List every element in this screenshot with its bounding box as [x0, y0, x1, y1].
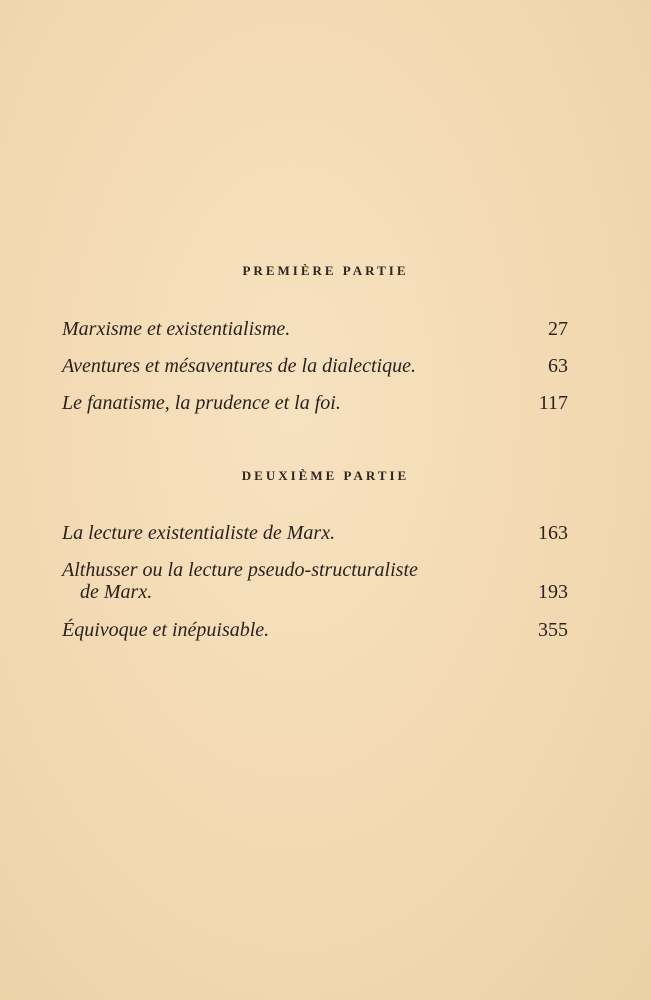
toc-entry-page: 63 — [548, 355, 568, 377]
toc-entry-title: Marxisme et existentialisme. — [62, 318, 291, 340]
toc-entry — [62, 355, 568, 377]
toc-entry-title: Équivoque et inépuisable. — [62, 619, 270, 641]
toc-entry-page: 163 — [538, 522, 568, 544]
part-heading-1: PREMIÈRE PARTIE — [242, 263, 409, 278]
toc-entry-title-continuation: de Marx. — [80, 581, 153, 603]
toc-entry-title: Althusser ou la lecture pseudo-structuraliste — [62, 559, 418, 581]
toc-entry — [62, 559, 568, 603]
toc-entry-page: 117 — [538, 392, 568, 414]
toc-entry — [62, 392, 568, 414]
toc-entry-title: Aventures et mésaventures de la dialectique. — [62, 355, 416, 377]
toc-entry-title: La lecture existentialiste de Marx. — [62, 522, 336, 544]
toc-entry-page: 27 — [548, 318, 568, 340]
toc-entry — [62, 522, 568, 544]
part-heading-2: DEUXIÈME PARTIE — [241, 468, 410, 483]
toc-entry-page: 355 — [538, 619, 568, 641]
toc-entry — [62, 318, 568, 340]
toc-entry-page: 193 — [538, 581, 568, 603]
toc-entry-title: Le fanatisme, la prudence et la foi. — [62, 392, 341, 414]
toc-entry — [62, 619, 568, 641]
